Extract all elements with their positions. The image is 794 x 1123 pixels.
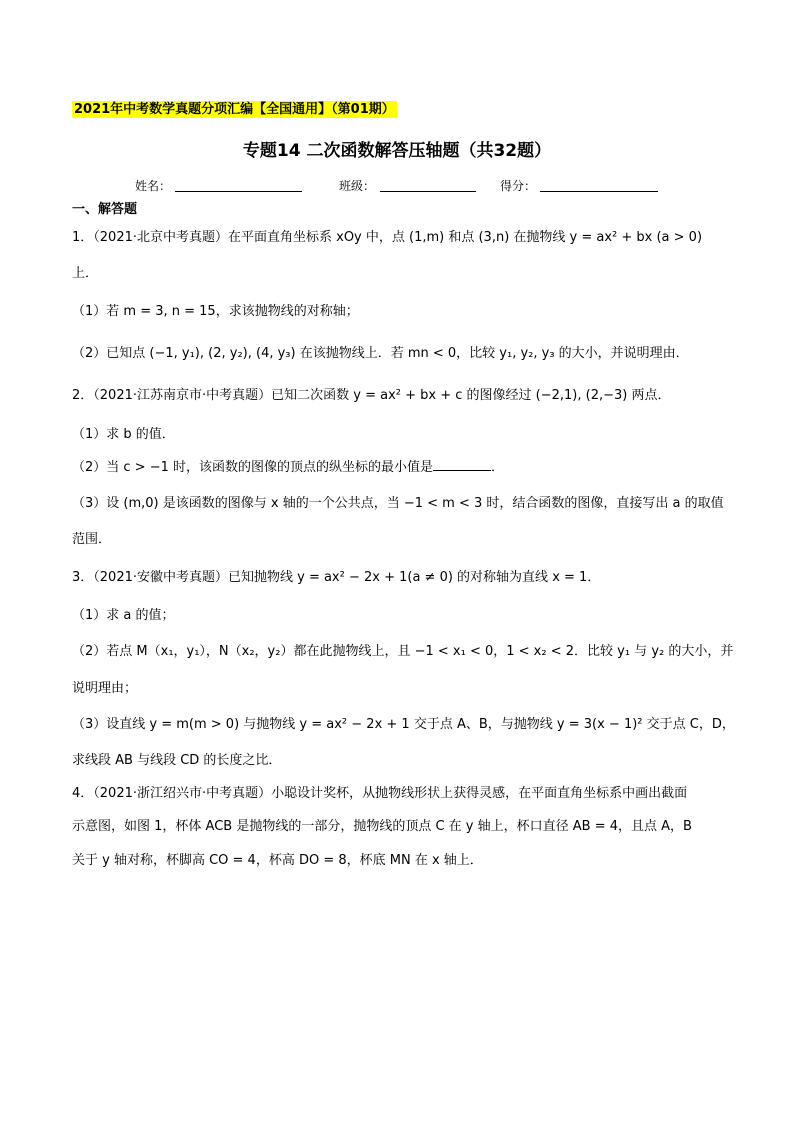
class-label: 班级： (339, 179, 376, 193)
question-2-part-2-text: （2）当 c > −1 时，该函数的图像的顶点的纵坐标的最小值是 (72, 460, 434, 475)
question-1-part-1: （1）若 m = 3, n = 15，求该抛物线的对称轴； (72, 304, 359, 319)
page-title: 专题14 二次函数解答压轴题（共32题） (242, 141, 552, 161)
question-3-part-2-cont: 说明理由； (72, 681, 138, 696)
class-field[interactable] (380, 191, 476, 192)
score-label: 得分： (500, 179, 537, 193)
name-label: 姓名： (135, 179, 172, 193)
question-1-part-2: （2）已知点 (−1, y₁), (2, y₂), (4, y₃) 在该抛物线上．若 mn < 0，比较 y₁, y₂, y₃ 的大小，并说明理由． (72, 346, 689, 361)
question-2-stem: 2．（2021·江苏南京市·中考真题）已知二次函数 y = ax² + bx + c 的图像经过 (−2,1), (2,−3) 两点． (72, 388, 671, 403)
question-4-stem: 4．（2021·浙江绍兴市·中考真题）小聪设计奖杯，从抛物线形状上获得灵感，在平面直角坐标系中画出截面 (72, 786, 688, 801)
question-1-stem-cont: 上． (72, 266, 99, 281)
answer-blank[interactable] (433, 458, 491, 471)
question-2-part-1: （1）求 b 的值． (72, 427, 175, 442)
question-3-part-1: （1）求 a 的值； (72, 608, 175, 623)
section-heading: 一、解答题 (72, 202, 138, 217)
question-4-stem-line-3: 关于 y 轴对称，杯脚高 CO = 4，杯高 DO = 8，杯底 MN 在 x 轴上． (72, 853, 483, 868)
question-3-part-3-cont: 求线段 AB 与线段 CD 的长度之比． (72, 753, 282, 768)
question-3-part-3: （3）设直线 y = m(m > 0) 与抛物线 y = ax² − 2x + 1 交于点 A、B，与抛物线 y = 3(x − 1)² 交于点 C，D， (72, 717, 735, 732)
score-field[interactable] (540, 191, 658, 192)
question-3-stem: 3．（2021·安徽中考真题）已知抛物线 y = ax² − 2x + 1(a ≠ 0) 的对称轴为直线 x = 1． (72, 570, 601, 585)
question-2-part-3: （3）设 (m,0) 是该函数的图像与 x 轴的一个公共点，当 −1 < m < 3 时，结合函数的图像，直接写出 a 的取值 (72, 496, 724, 511)
question-2-part-3-cont: 范围． (72, 532, 112, 547)
question-4-stem-line-2: 示意图，如图 1，杯体 ACB 是抛物线的一部分，抛物线的顶点 C 在 y 轴上，杯口直径 AB = 4，且点 A，B (72, 819, 692, 834)
question-3-part-2: （2）若点 M（x₁，y₁），N（x₂，y₂）都在此抛物线上，且 −1 < x₁ < 0，1 < x₂ < 2．比较 y₁ 与 y₂ 的大小，并 (72, 644, 734, 659)
name-field[interactable] (175, 191, 302, 192)
question-2-part-2-end: ． (491, 460, 505, 475)
question-2-part-2 (72, 458, 504, 477)
series-banner: 2021年中考数学真题分项汇编【全国通用】（第01期） (74, 102, 395, 117)
question-1-stem: 1．（2021·北京中考真题）在平面直角坐标系 xOy 中，点 (1,m) 和点 (3,n) 在抛物线 y = ax² + bx (a > 0) (72, 230, 703, 245)
